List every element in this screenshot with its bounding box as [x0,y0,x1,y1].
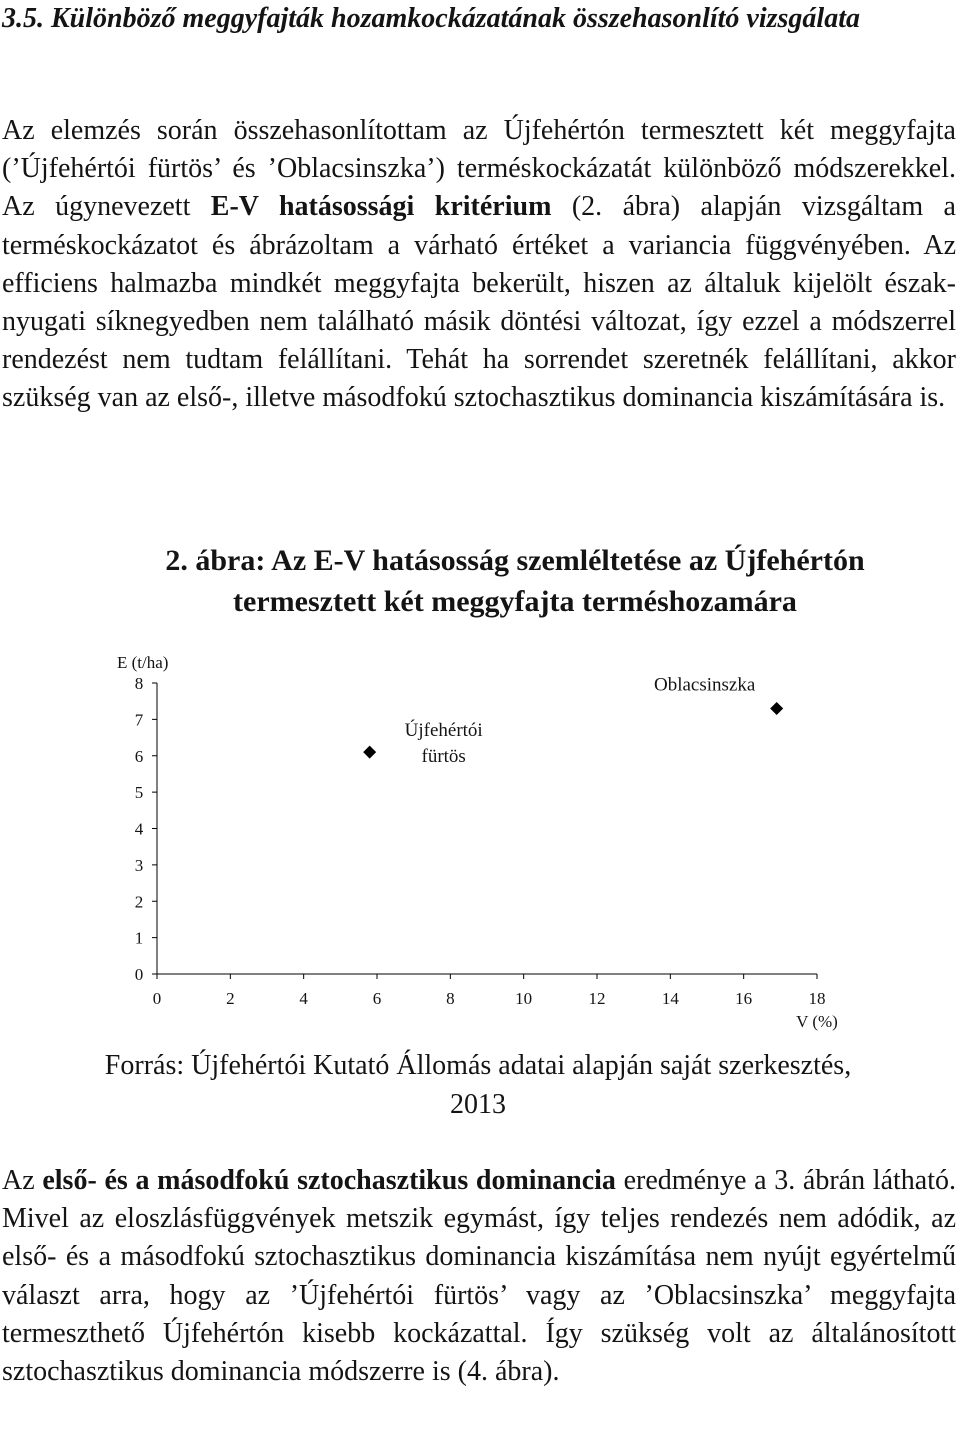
figure-source [0,1046,956,1124]
figure-title [0,540,960,622]
y-tick-label: 8 [134,674,144,693]
paragraph-text: (2. ábra) alapján vizsgáltam a terméskockázatot és ábrázoltam a várható értéket a variancia függvényében. Az efficiens halmazba mindkét meggyfajta bekerült, hiszen az általuk kijelölt észak-nyugati síknegyedben nem található másik döntési változat, így ezzel a módszerrel rendezést nem tudtam felállítani. Tehát ha sorrendet szeretnék felállítani, akkor szükség van az első-, illetve másodfokú sztochasztikus dominancia kiszámítására is. [2,191,956,414]
data-point-marker [363,746,376,759]
x-tick-label: 2 [226,989,235,1008]
source-line-1: Forrás: Újfehértói Kutató Állomás adatai alapján saját szerkesztés, [104,1050,852,1081]
paragraph-ev-efficiency [2,112,956,418]
x-tick-label: 6 [372,989,382,1008]
y-tick-label: 5 [134,783,144,803]
y-tick-label: 0 [134,965,144,984]
x-tick-label: 16 [735,989,753,1008]
y-tick-label: 2 [134,892,144,912]
paragraph-stochastic-dominance [2,1162,956,1391]
paragraph-text: Az elemzés során összehasonlítottam az Újfehértón termesztett két meggyfajta (’Újfehértói fürtös’ és ’Oblacsinszka’) terméskockázatát különböző módszerekkel. Az úgynevezett [2,115,956,223]
figure-title-line-2: termesztett két meggyfajta terméshozamára [233,585,797,618]
section-heading [2,0,956,38]
x-axis-title: V (%) [796,1012,838,1031]
ev-scatter-chart [0,640,960,1040]
x-tick-label: 12 [588,989,606,1008]
y-tick-label: 7 [134,710,144,730]
x-tick-label: 18 [808,989,826,1008]
x-tick-label: 4 [299,989,308,1008]
y-axis-title: E (t/ha) [117,653,169,672]
y-tick-label: 6 [134,746,144,766]
emphasis-ev-criterion: E-V hatásossági kritérium [210,191,552,223]
data-point-label: Oblacsinszka [654,674,756,696]
data-point-label: Újfehértói [404,720,483,742]
paragraph-text: eredménye a 3. ábrán látható. Mivel az eloszlásfüggvények metszik egymást, így teljes rendezés nem adódik, az első- és a másodfokú sztochasztikus dominancia kiszámítása nem nyújt egyértelmű választ arra, hogy az ’Újfehértói fürtös’ vagy az ’Oblacsinszka’ meggyfajta termeszthető Újfehértón kisebb kockázattal. Így szükség volt az általánosított sztochasztikus dominancia módszerre is (4. ábra). [2,1165,956,1388]
section-title: Különböző meggyfajták hozamkockázatának összehasonlító vizsgálata [51,3,860,34]
x-tick-label: 10 [515,989,533,1008]
x-tick-label: 14 [661,989,679,1008]
x-tick-label: 0 [152,989,162,1008]
y-tick-label: 4 [134,819,144,839]
paragraph-text: Az [2,1165,43,1196]
y-tick-label: 3 [134,855,144,875]
figure-title-line-1: 2. ábra: Az E-V hatásosság szemléltetése az Újfehértón [165,544,865,577]
data-point-marker [770,702,783,715]
x-tick-label: 8 [446,989,455,1008]
emphasis-stochastic-dominance: első- és a másodfokú sztochasztikus dominancia [42,1165,616,1196]
section-number: 3.5. [2,3,44,34]
source-line-2: 2013 [450,1089,506,1120]
data-point-label: fürtös [421,746,466,768]
chart-canvas [0,640,960,1040]
y-tick-label: 1 [134,928,144,948]
